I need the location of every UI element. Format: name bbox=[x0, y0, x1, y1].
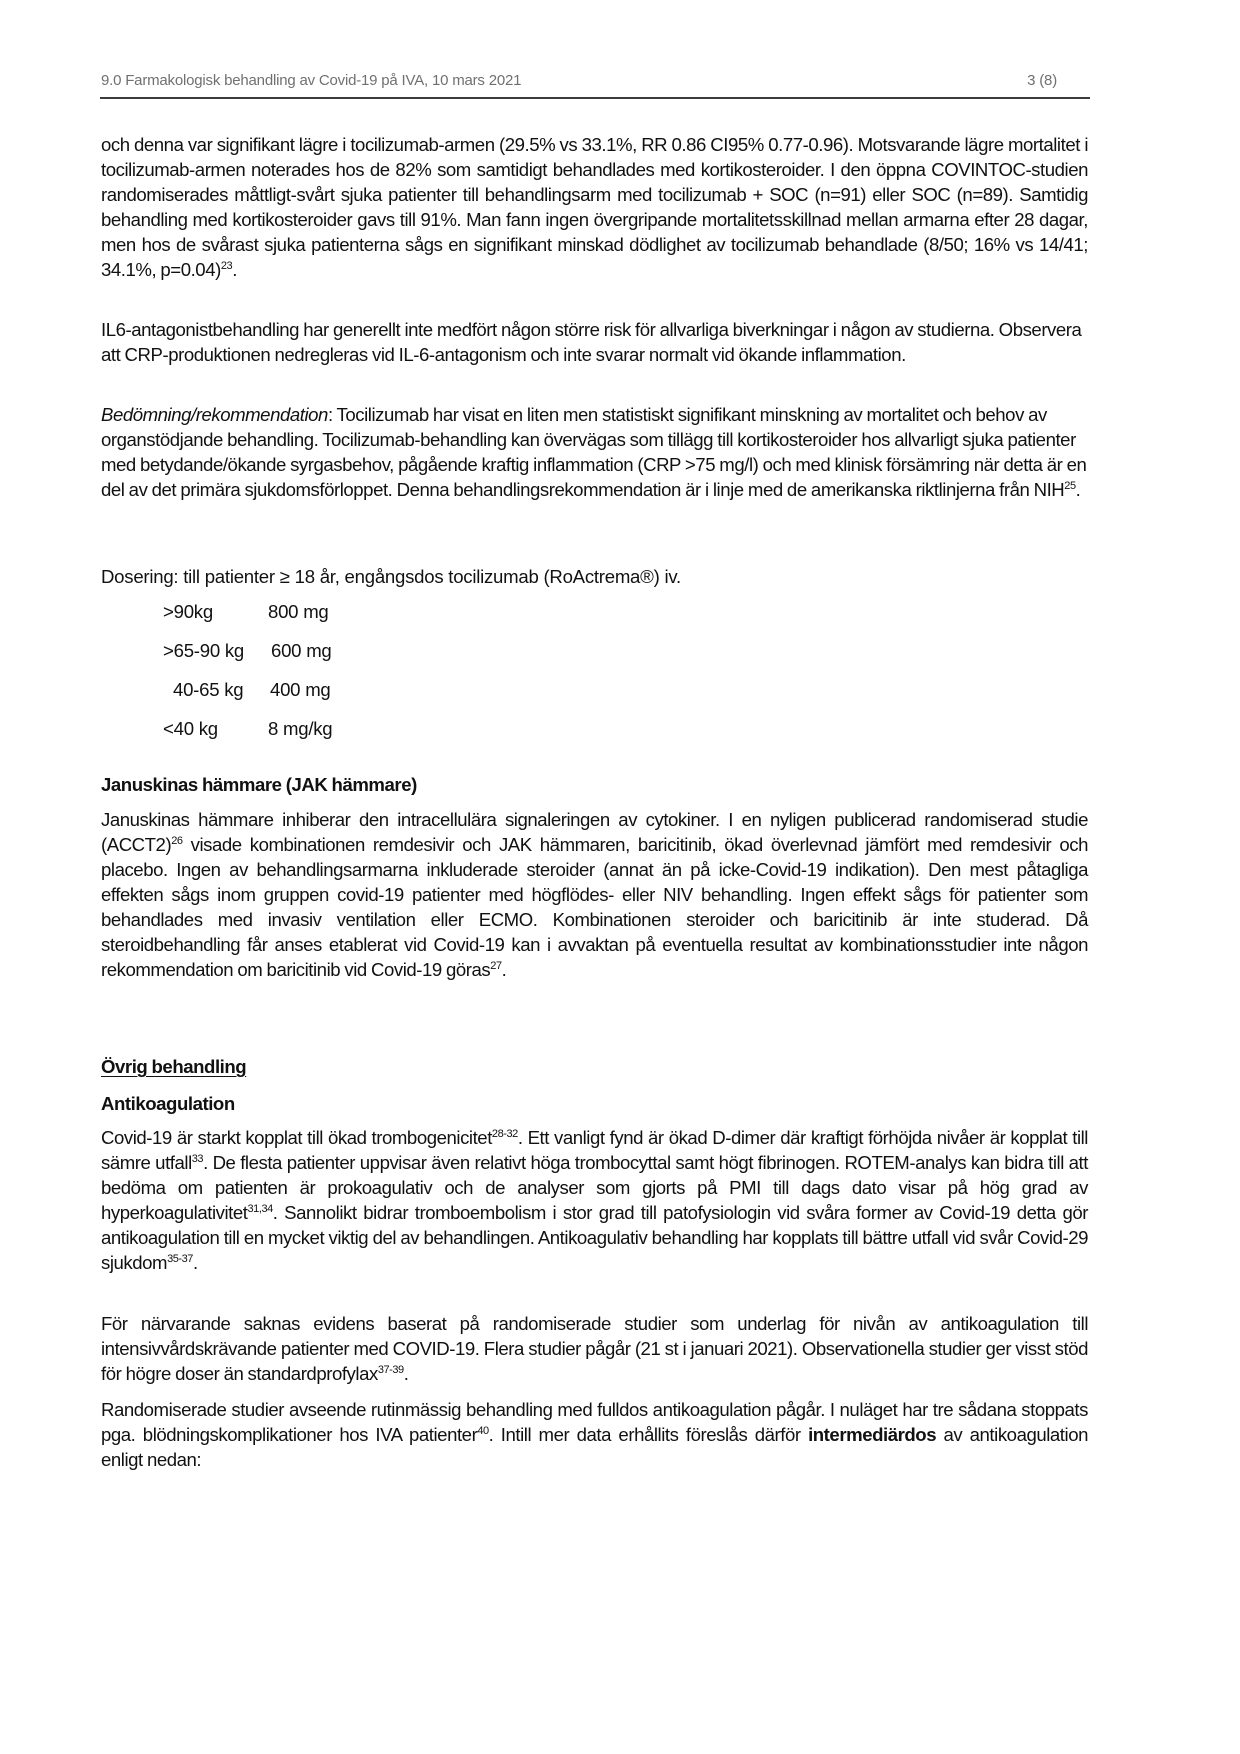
heading-text: Januskinas hämmare (JAK hämmare) bbox=[101, 774, 417, 795]
paragraph-text: Covid-19 är starkt kopplat till ökad trombogenicitet bbox=[101, 1127, 492, 1148]
paragraph-anticoagulation-recommendation bbox=[101, 1397, 1088, 1472]
paragraph-anticoagulation-background bbox=[101, 1125, 1088, 1275]
paragraph-text: För närvarande saknas evidens baserat på randomiserade studier som underlag för nivån av antikoagulation till intensivvårdskrävande patienter med COVID-19. Flera studier pågår (21 st i januari 2021). Observationella studier ger visst stöd för högre doser än standardprofylax bbox=[101, 1313, 1088, 1384]
reference-superscript: 40 bbox=[477, 1425, 489, 1437]
paragraph-text: och denna var signifikant lägre i tocilizumab-armen (29.5% vs 33.1%, RR 0.86 CI95% 0.77-0.96). Motsvarande lägre mortalitet i tocilizumab-armen noterades hos de 82% som samtidigt behandlades med kortikosteroider. I den öppna COVINTOC-studien randomiserades måttligt-svårt sjuka patienter till behandlingsarm med tocilizumab + SOC (n=91) eller SOC (n=89). Samtidig behandling med kortikosteroider gavs till 91%. Man fann ingen övergripande mortalitetsskillnad mellan armarna efter 28 dagar, men hos de svårast sjuka patienterna sågs en signifikant minskad dödlighet av tocilizumab behandlade (8/50; 16% vs 14/41; 34.1%, p=0.04) bbox=[101, 134, 1088, 280]
header-title: 9.0 Farmakologisk behandling av Covid-19 på IVA, 10 mars 2021 bbox=[101, 72, 522, 89]
reference-superscript: 27 bbox=[490, 960, 502, 972]
paragraph-assessment bbox=[101, 402, 1088, 502]
reference-superscript: 25 bbox=[1064, 480, 1076, 492]
paragraph-tocilizumab-studies bbox=[101, 132, 1088, 282]
dose-weight: >90kg bbox=[163, 601, 213, 622]
reference-superscript: 37-39 bbox=[377, 1364, 404, 1376]
paragraph-text: . Intill mer data erhållits föreslås därför bbox=[488, 1424, 809, 1445]
paragraph-il6-safety bbox=[101, 317, 1088, 367]
page-header bbox=[100, 66, 1090, 96]
reference-superscript: 26 bbox=[171, 835, 183, 847]
dose-value: 600 mg bbox=[271, 640, 332, 661]
paragraph-text: : Tocilizumab har visat en liten men statistiskt signifikant minskning av mortalitet och behov av organstödjande behandling. Tocilizumab-behandling kan övervägas som tillägg till kortikosteroider hos allvarligt sjuka patienter med betydande/ökande syrgasbehov, pågående kraftig inflammation (CRP >75 mg/l) och med klinisk försämring när detta är en del av det primära sjukdomsförloppet. Denna behandlingsrekommendation är i linje med de amerikanska riktlinjerna från NIH bbox=[101, 404, 1087, 500]
paragraph-text: visade kombinationen remdesivir och JAK hämmaren, baricitinib, ökad överlevnad jämfört med remdesivir och placebo. Ingen av behandlingsarmarna inkluderade steroider (annat än på icke-Covid-19 indikation). Den mest påtagliga effekten sågs inom gruppen covid-19 patienter med högflödes- eller NIV behandling. Ingen effekt sågs för patienter som behandlades med invasiv ventilation eller ECMO. Kombinationen steroider och baricitinib är inte studerad. Då steroidbehandling får anses etablerat vid Covid-19 kan i avvaktan på eventuella resultat av kombinationsstudier inte någon rekommendation om baricitinib vid Covid-19 göras bbox=[101, 834, 1088, 980]
paragraph-text: Januskinas hämmare inhiberar den intracellulära signaleringen av cytokiner. I en nyligen publicerad randomiserad studie (ACCT2) bbox=[101, 809, 1088, 855]
section-heading-other-treatment bbox=[101, 1054, 1088, 1079]
dosing-intro bbox=[101, 564, 1088, 589]
punctuation: . bbox=[232, 259, 237, 280]
reference-superscript: 35-37 bbox=[167, 1253, 193, 1265]
assessment-label: Bedömning/rekommendation bbox=[101, 404, 328, 425]
dose-value: 8 mg/kg bbox=[268, 718, 333, 739]
paragraph-text: Randomiserade studier avseende rutinmässig behandling med fulldos antikoagulation pågår. I nuläget har tre sådana stoppats pga. blödningskomplikationer hos IVA patienter bbox=[101, 1399, 1088, 1445]
paragraph-text: Dosering: till patienter ≥ 18 år, engångsdos tocilizumab (RoActrema®) iv. bbox=[101, 566, 681, 587]
heading-text: Antikoagulation bbox=[101, 1093, 235, 1114]
punctuation: . bbox=[501, 959, 507, 980]
page-number: 3 (8) bbox=[1027, 72, 1057, 89]
section-heading-jak bbox=[101, 772, 1088, 797]
punctuation: . bbox=[192, 1252, 198, 1273]
dose-value: 400 mg bbox=[270, 679, 331, 700]
reference-superscript: 33 bbox=[191, 1153, 204, 1165]
paragraph-text: . Sannolikt bidrar tromboembolism i stor grad till patofysiologin vid svåra former av Covid-19 detta gör antikoagulation till en mycket viktig del av behandlingen. Antikoagulativ behandling har kopplats till bättre utfall vid svår Covid-29 sjukdom bbox=[101, 1202, 1088, 1273]
reference-superscript: 23 bbox=[220, 260, 233, 272]
dose-weight: >65-90 kg bbox=[163, 640, 244, 661]
paragraph-text: IL6-antagonistbehandling har generellt inte medfört någon större risk för allvarliga biverkningar i någon av studierna. Observera att CRP-produktionen nedregleras vid IL-6-antagonism och inte svarar normalt vid ökande inflammation. bbox=[101, 319, 1082, 365]
reference-superscript: 28-32 bbox=[491, 1128, 518, 1140]
emphasis-intermediate-dose: intermediärdos bbox=[808, 1424, 937, 1445]
heading-text: Övrig behandling bbox=[101, 1056, 247, 1077]
dose-weight: <40 kg bbox=[163, 718, 218, 739]
subheading-anticoagulation bbox=[101, 1091, 1088, 1116]
reference-superscript: 31,34 bbox=[247, 1203, 273, 1215]
paragraph-text: av antikoagulation enligt nedan: bbox=[101, 1424, 1088, 1470]
paragraph-text: . De flesta patienter uppvisar även relativt höga trombocyttal samt högt fibrinogen. ROTEM-analys kan bidra till att bedöma om patienten är prokoagulativ och de analyser som gjorts på PMI till dags dato visar på hög grad av hyperkoagulativitet bbox=[101, 1152, 1088, 1223]
paragraph-anticoagulation-evidence bbox=[101, 1311, 1088, 1386]
punctuation: . bbox=[1075, 479, 1081, 500]
paragraph-jak bbox=[101, 807, 1088, 982]
punctuation: . bbox=[403, 1363, 409, 1384]
dose-value: 800 mg bbox=[268, 601, 329, 622]
header-divider bbox=[100, 97, 1090, 99]
paragraph-text: . Ett vanligt fynd är ökad D-dimer där kraftigt förhöjda nivåer är kopplat till sämre utfall bbox=[101, 1127, 1088, 1173]
dose-weight: 40-65 kg bbox=[173, 679, 244, 700]
